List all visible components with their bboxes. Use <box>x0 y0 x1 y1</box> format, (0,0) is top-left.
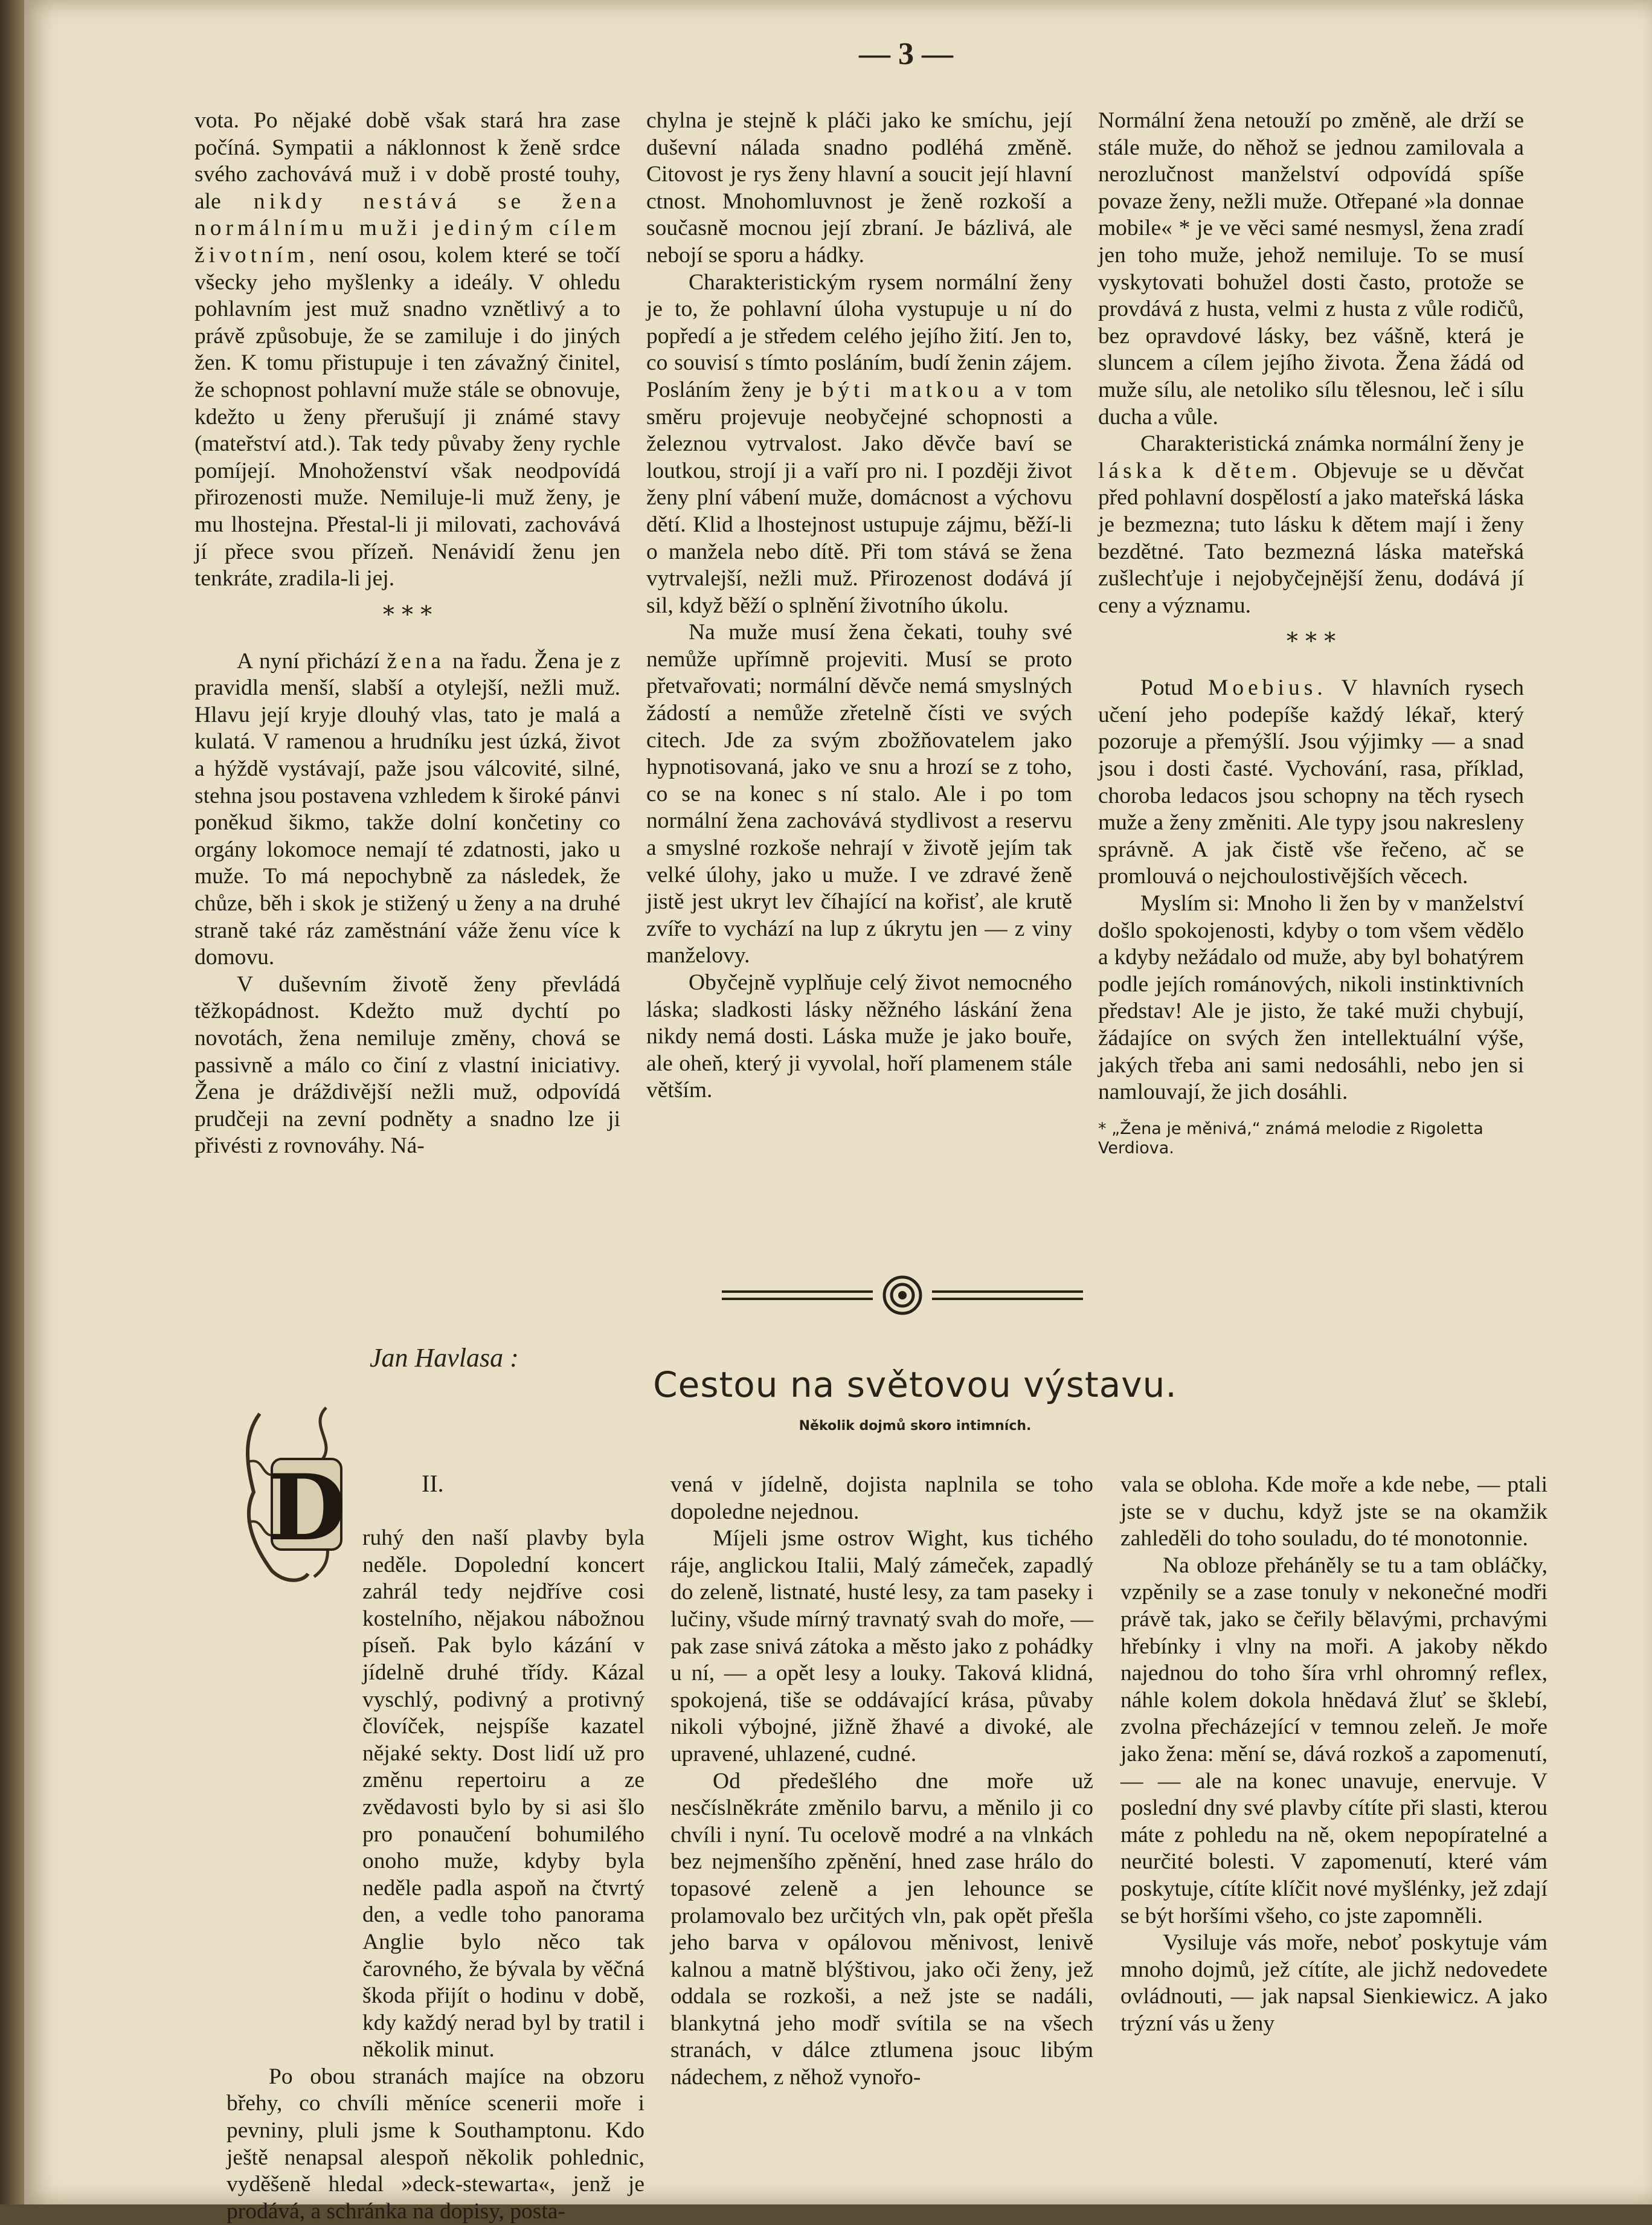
article2-column-3 <box>1120 1472 1548 2037</box>
paragraph: vala se obloha. Kde moře a kde nebe, — ptali jste se v duchu, když jste se na okamžik zahleděli do toho souladu, do té monotonnie. <box>1120 1472 1548 1551</box>
article-author: Jan Havlasa : <box>370 1343 519 1373</box>
paragraph: Vysiluje vás moře, neboť poskytuje vám mnoho dojmů, jež cítíte, ale jichž nedovedete ovládnouti, — jak napsal Sienkiewicz. A jako trýzní vás u ženy <box>1120 1930 1548 2036</box>
paragraph: Normální žena netouží po změně, ale drží se stále muže, do něhož se jednou zamilovala a nerozlučnost manželství odpovídá spíše povaze ženy, nežli muže. Otřepané »la donnae mobile« * je ve věci samé nesmysl, žena zradí jen toho muže, jehož nemiluje. To se musí vyskytovati bohužel dosti často, protože se provdává z husta, velmi z husta z vůle rodičů, bez opravdové lásky, bez vášně, která je sluncem a cílem jejího života. Žena žádá od muže sílu, ale netoliko sílu tělesnou, leč i sílu ducha a vůle. <box>1098 108 1524 430</box>
article-subtitle: Několik dojmů skoro intimních. <box>799 1418 1032 1434</box>
paragraph: Charakteristická známka normální ženy je láska k dětem. Objevuje se u děvčat před pohlavní dospělostí a jako mateřská láska je bezmezna; tuto lásku k dětem mají i ženy bezdětné. Tato bezmezná láska mateřská zušlechťuje i nejobyčejnější ženu, dodává jí ceny a významu. <box>1098 431 1525 618</box>
paragraph: chylna je stejně k pláči jako ke smíchu, její duševní nálada snadno podléhá změně. Citovost je rys ženy hlavní a soucit její hlavní ctnost. Mnohomluvnost je ženě rozkoší a současně mocnou její zbraní. Je bázlivá, ale nebojí se sporu a hádky. <box>646 108 1072 268</box>
article1-column-2 <box>646 108 1072 1104</box>
article2-column-1 <box>227 1525 644 2225</box>
paragraph: ruhý den naší plavby byla neděle. Dopolední koncert zahrál tedy nejdříve cosi kostelního, nějakou nábožnou píseň. Pak bylo kázání v jídelně druhé třídy. Kázal vyschlý, podivný a protivný človíček, nejspíše kazatel nějaké sekty. Dost lidí už pro změnu repertoiru a ze zvědavosti bylo by si asi šlo pro ponaučení bohumilého onoho muže, kdyby byla neděle padla aspoň na čtvrtý den, a vedle toho panorama Anglie bylo něco tak čarovného, že bývala by věčná škoda přijít o hodinu v době, kdy každý nerad byl by tratil i několik minut. <box>362 1525 644 2062</box>
initial-letter: D <box>267 1455 347 1561</box>
paragraph: Charakteristickým rysem normální ženy je to, že pohlavní úloha vystupuje u ní do popředí a je středem celého jejího žití. Jen to, co souvisí s tímto posláním, budí ženin zájem. Posláním ženy je býti matkou a v tom směru projevuje neobyčejné schopnosti a železnou vytrvalost. Jako děvče baví se loutkou, strojí ji a vaří pro ni. I později život ženy plní vábení muže, domácnost a výchovu dětí. Klid a lhostejnost ustupuje zájmu, běží-li o manžela nebo dítě. Při tom stává se žena vytrvalejší, nežli muž. Přirozenost dodává jí sil, když běží o splnění životního úkolu. <box>646 269 1073 618</box>
paragraph: Obyčejně vyplňuje celý život nemocného láska; sladkosti lásky něžného láskání žena nikdy nemá dosti. Láska muže je jako bouře, ale oheň, který ji vyvolal, hoří plamenem stále větším. <box>646 970 1072 1103</box>
paragraph: A nyní přichází žena na řadu. Žena je z pravidla menší, slabší a otylejší, nežli muž. Hlavu její kryje dlouhý vlas, tato je malá a kulatá. V ramenou a hrudníku jest úzká, život a hýždě vystávají, paže jsou válcovité, silné, stehna jsou postavena vzhledem k široké pánvi poněkud šikmo, takže dolní končetiny co orgány lokomoce nemají té zdatnosti, jako u muže. To má nepochybně za následek, že chůze, běh i skok je stižený u ženy a na druhé straně také ráz zaměstnání váže ženu více k domovu. <box>194 648 620 970</box>
article-headline: Cestou na světovou výstavu. <box>653 1364 1177 1405</box>
paragraph: Myslím si: Mnoho li žen by v manželství došlo spokojenosti, kdyby o tom všem vědělo a kdyby nežádalo od muže, aby byl bohatýrem podle jejích románových, nikoli instinktivních představ! Ale je jisto, že také muži chybují, žádajíce on svých žen intellektuální výše, jakých třeba ani sami nedosáhli, nebo jen si namlouvají, že jich dosáhli. <box>1098 891 1524 1105</box>
page-number: — 3 — <box>859 37 953 71</box>
book-gutter <box>0 0 24 2204</box>
article1-column-3 <box>1098 108 1524 1158</box>
paragraph: vota. Po nějaké době však stará hra zase počíná. Sympatii a náklonnost k ženě srdce svého zachovává muž i v době prosté touhy, ale nikdy nestává se žena normálnímu muži jediným cílem životním, není osou, kolem které se točí všecky jeho myšlenky a ideály. V ohledu pohlavním jest muž snadno vznětlivý a to právě způsobuje, že se zamiluje i do jiných žen. K tomu přistupuje i ten závažný činitel, že schopnost pohlavní muže stále se obnovuje, kdežto u ženy přerušují ji známé stavy (mateřství atd.). Tak tedy půvaby ženy rychle pomíjejí. Mnohoženství však neodpovídá přirozenosti muže. Nemiluje-li muž ženy, je mu lhostejna. Přestal-li ji milovati, zachovává jí přece svou přízeň. Nenávidí ženu jen tenkráte, zradila-li jej. <box>194 108 621 591</box>
footnote: * „Žena je měnivá,“ známá melodie z Rigoletta Verdiova. <box>1098 1119 1483 1158</box>
paragraph: Míjeli jsme ostrov Wight, kus tichého ráje, anglickou Italii, Malý zámeček, zapadlý do zeleně, listnaté, husté lesy, za tam paseky i lučiny, všude mírný travnatý svah do moře, — pak zase snivá zátoka a město jako z pohádky u ní, — a opět lesy a louky. Taková klidná, spokojená, tiše se oddávající krása, půvaby nikoli výbojné, jižně žhavé a divoké, ale upravené, uhlazené, cudné. <box>670 1526 1093 1766</box>
paragraph: Potud Moebius. V hlavních rysech učení jeho podepíše každý lékař, který pozoruje a přemýšlí. Jsou výjimky — a snad jsou i dosti časté. Vychování, rasa, příklad, choroba ledacos jsou schopny na těch rysech muže a ženy změniti. Ale typy jsou nakresleny správně. A jak čistě vše řečeno, ač se promlouvá o nejchoulostivějších věcech. <box>1098 675 1525 889</box>
paragraph: Na muže musí žena čekati, touhy své nemůže upřímně projeviti. Musí se proto přetvařovati; normální děvče nemá smyslných žádostí a nemůže zřetelně čísti ve svých citech. Jde za svým zbožňovatelem jako hypnotisovaná, jako ve snu a hrozí se z toho, co se na konec s ní stalo. Ale i po tom normální žena zachovává stydlivost a reservu a smyslné rozkoše nehrají v životě jejím tak velké úlohy, jako u muže. I ve zdravé ženě jistě jest ukryt lev číhající na kořisť, ale krutě zvíře to vychází na lup z úkrytu jen — z viny manželovy. <box>646 620 1072 968</box>
paragraph: Na obloze přeháněly se tu a tam obláčky, vzpěnily se a zase tonuly v nekonečné modři právě tak, jako se čeřily bělavými, prchavými hřebínky i vlny na moři. A jakoby někdo najednou do toho šíra vrhl ohromný reflex, náhle kolem dokola hnědavá žluť se šklebí, zvolna přecházející v temnou zeleň. Je moře jako žena: mění se, dává rozkoš a zapomenutí, — — ale na konec unavuje, enervuje. V poslední dny své plavby cítíte při slasti, kterou máte z pohledu na ně, okem nepopíratelné a neurčité bolesti. V zapomenutí, které vám poskytuje, cítíte klíčit nové myšlénky, jež zdají se být horšími všeho, co jste zapomněli. <box>1120 1553 1548 1928</box>
section-number: II. <box>422 1470 444 1497</box>
section-separator-stars: * * * <box>1286 628 1336 655</box>
article1-column-1 <box>194 108 620 1160</box>
article2-column-2 <box>670 1472 1093 2091</box>
paragraph: Od předešlého dne moře už nesčíslněkráte změnilo barvu, a měnilo ji co chvíli i nyní. Tu ocelově modré a na vlnkách bez nejmenšího zpěnění, hned zase hrálo do topasové zeleně a jen lehounce se prolamovalo bez určitých vln, pak opět přešla jeho barva v opálovou měnivost, lenivě kalnou a matně blýštivou, jako oči ženy, jež oddala se rozkoši, a než jste se nadáli, blankytná jeho modř svítila se na všech stranách, v dálce ztlumena jsouc libým nádechem, z něhož vynořo- <box>670 1768 1093 2090</box>
ornamental-divider <box>722 1273 1083 1317</box>
section-separator-stars: * * * <box>382 601 432 628</box>
paragraph: V duševním životě ženy převládá těžkopádnost. Kdežto muž dychtí po novotách, žena nemiluje změny, chová se passivně a málo co činí z vlastní iniciativy. Žena je dráždivější nežli muž, odpovídá prudčeji na zevní podněty a snadno lze ji přivésti z rovnováhy. Ná- <box>194 971 620 1159</box>
paragraph: Po obou stranách majíce na obzoru břehy, co chvíli měníce scenerii moře i pevniny, pluli jsme k Southamptonu. Kdo ještě nenapsal alespoň několik pohlednic, vyděšeně hledal »deck-stewarta«, jenž je prodává, a schránka na dopisy, posta- <box>227 2064 644 2224</box>
paragraph: vená v jídelně, dojista naplnila se toho dopoledne nejednou. <box>670 1472 1093 1524</box>
newspaper-page <box>24 0 1652 2224</box>
